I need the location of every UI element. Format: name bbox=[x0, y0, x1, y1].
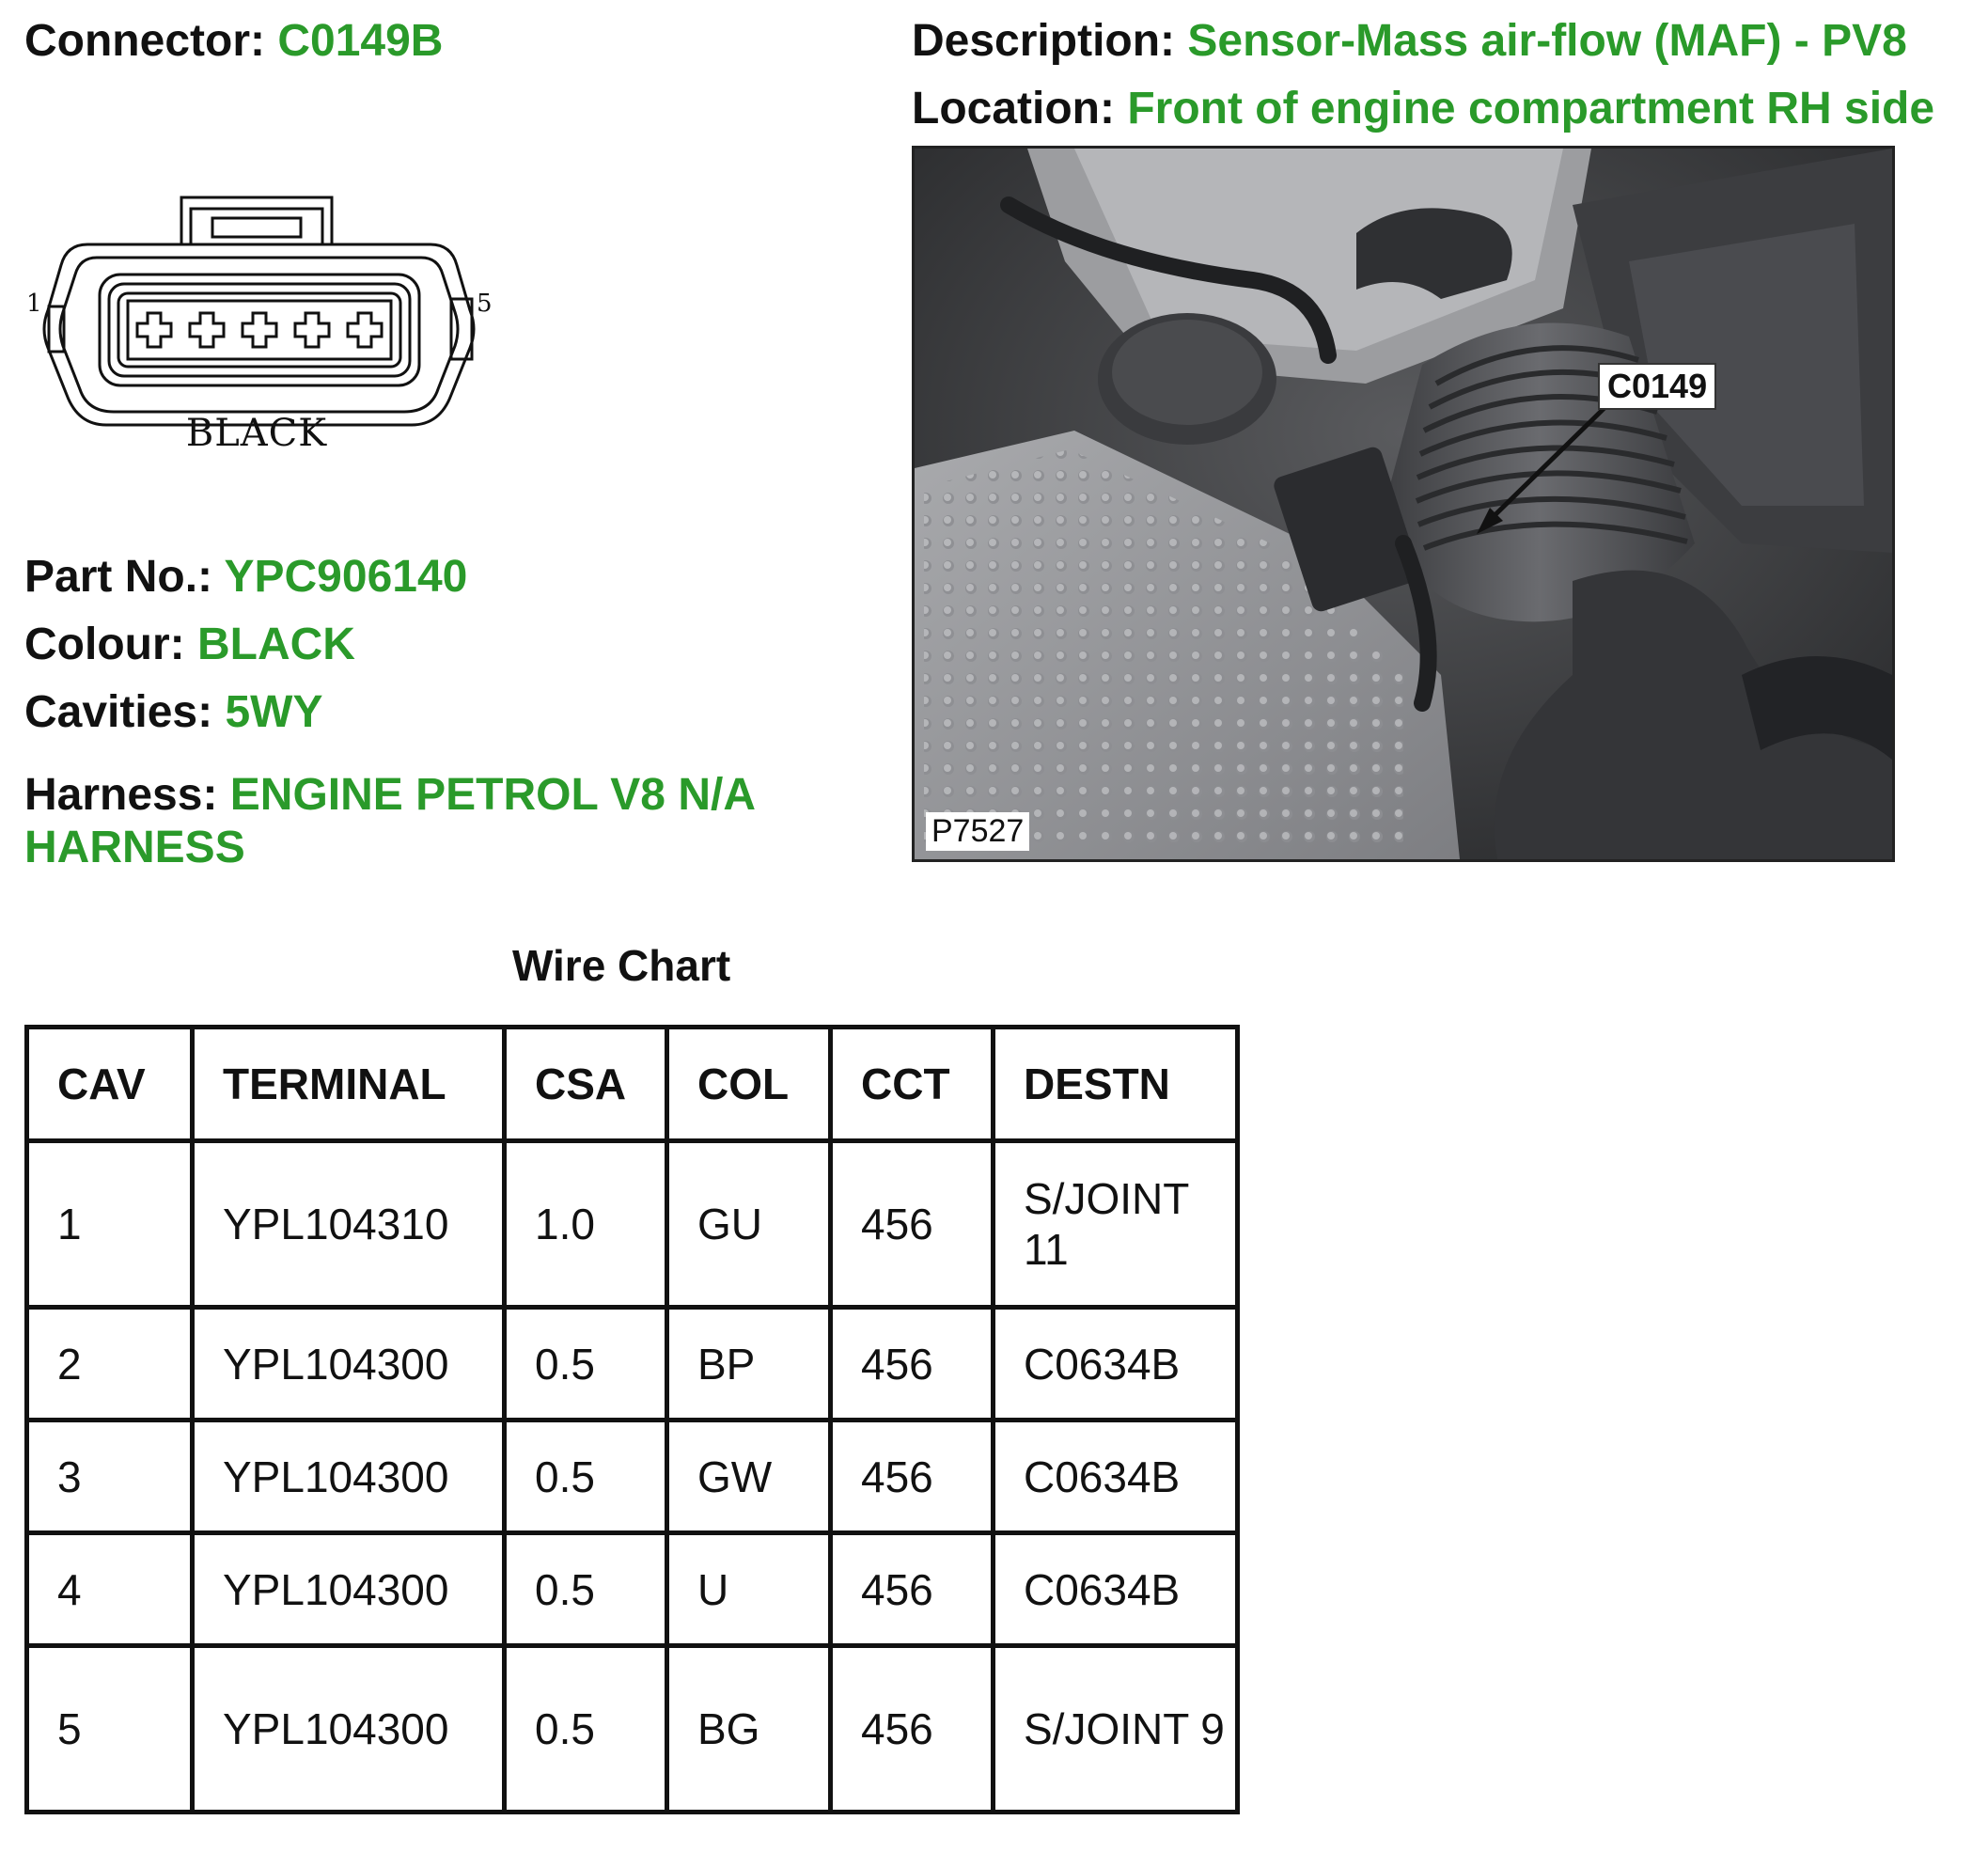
cavity-5 bbox=[348, 313, 382, 347]
table-row bbox=[27, 1308, 1238, 1420]
cell-destn: C0634B bbox=[994, 1308, 1238, 1420]
cavity-2 bbox=[190, 313, 224, 347]
description-value: Sensor-Mass air-flow (MAF) - PV8 bbox=[1187, 16, 1907, 66]
header-cct: CCT bbox=[831, 1028, 994, 1141]
cell-terminal: YPL104310 bbox=[193, 1141, 505, 1308]
header-terminal: TERMINAL bbox=[193, 1028, 505, 1141]
connector-label: Connector: bbox=[24, 16, 265, 66]
cavity-4 bbox=[295, 313, 329, 347]
connector-colour-caption: BLACK bbox=[185, 412, 328, 455]
cell-col: GW bbox=[667, 1420, 831, 1533]
wire-chart-table bbox=[24, 1025, 1240, 1814]
cell-cct: 456 bbox=[831, 1308, 994, 1420]
cell-cav: 3 bbox=[27, 1420, 193, 1533]
harness-field bbox=[24, 769, 833, 874]
cavities-value: 5WY bbox=[225, 687, 323, 737]
cell-destn: S/JOINT 11 bbox=[994, 1141, 1238, 1308]
cell-col: GU bbox=[667, 1141, 831, 1308]
cavities-label: Cavities: bbox=[24, 687, 213, 737]
photo-callout-label: C0149 bbox=[1598, 363, 1716, 410]
location-value: Front of engine compartment RH side bbox=[1127, 84, 1935, 133]
harness-label: Harness: bbox=[24, 770, 218, 820]
pin-number-last: 5 bbox=[477, 290, 493, 318]
part-no-field bbox=[24, 551, 467, 604]
table-row bbox=[27, 1646, 1238, 1813]
wire-chart-header-row bbox=[27, 1028, 1238, 1141]
description-label: Description: bbox=[912, 16, 1176, 66]
table-row bbox=[27, 1141, 1238, 1308]
header-col: COL bbox=[667, 1028, 831, 1141]
header-cav: CAV bbox=[27, 1028, 193, 1141]
header-csa: CSA bbox=[505, 1028, 667, 1141]
cell-terminal: YPL104300 bbox=[193, 1420, 505, 1533]
cell-destn: C0634B bbox=[994, 1420, 1238, 1533]
table-row bbox=[27, 1420, 1238, 1533]
cell-csa: 0.5 bbox=[505, 1420, 667, 1533]
table-row bbox=[27, 1533, 1238, 1646]
cell-col: BG bbox=[667, 1646, 831, 1813]
harness-value: ENGINE PETROL V8 N/A HARNESS bbox=[24, 770, 755, 872]
cell-cav: 5 bbox=[27, 1646, 193, 1813]
cell-cct: 456 bbox=[831, 1533, 994, 1646]
location-label: Location: bbox=[912, 84, 1115, 133]
cell-terminal: YPL104300 bbox=[193, 1533, 505, 1646]
connector-value: C0149B bbox=[277, 16, 444, 66]
cell-csa: 0.5 bbox=[505, 1646, 667, 1813]
cell-cav: 2 bbox=[27, 1308, 193, 1420]
engine-bay-illustration bbox=[915, 149, 1892, 859]
cavities-field bbox=[24, 686, 322, 739]
cell-cct: 456 bbox=[831, 1141, 994, 1308]
connector-field bbox=[24, 15, 443, 68]
part-no-label: Part No.: bbox=[24, 552, 213, 602]
cell-terminal: YPL104300 bbox=[193, 1308, 505, 1420]
cell-cav: 4 bbox=[27, 1533, 193, 1646]
part-no-value: YPC906140 bbox=[224, 552, 468, 602]
cell-csa: 1.0 bbox=[505, 1141, 667, 1308]
cell-cav: 1 bbox=[27, 1141, 193, 1308]
cell-destn: S/JOINT 9 bbox=[994, 1646, 1238, 1813]
cavity-3 bbox=[243, 313, 276, 347]
colour-value: BLACK bbox=[196, 620, 355, 669]
location-photo bbox=[912, 146, 1895, 862]
cell-col: BP bbox=[667, 1308, 831, 1420]
cell-col: U bbox=[667, 1533, 831, 1646]
photo-id-label: P7527 bbox=[926, 812, 1029, 851]
cell-terminal: YPL104300 bbox=[193, 1646, 505, 1813]
location-field bbox=[912, 83, 1934, 135]
header-destn: DESTN bbox=[994, 1028, 1238, 1141]
cell-csa: 0.5 bbox=[505, 1533, 667, 1646]
cell-cct: 456 bbox=[831, 1646, 994, 1813]
cell-destn: C0634B bbox=[994, 1533, 1238, 1646]
cell-cct: 456 bbox=[831, 1420, 994, 1533]
cell-csa: 0.5 bbox=[505, 1308, 667, 1420]
description-field bbox=[912, 15, 1907, 68]
pin-number-first: 1 bbox=[26, 290, 42, 318]
colour-label: Colour: bbox=[24, 620, 185, 669]
wire-chart-title: Wire Chart bbox=[512, 941, 731, 990]
colour-field bbox=[24, 619, 355, 671]
cavity-1 bbox=[137, 313, 171, 347]
